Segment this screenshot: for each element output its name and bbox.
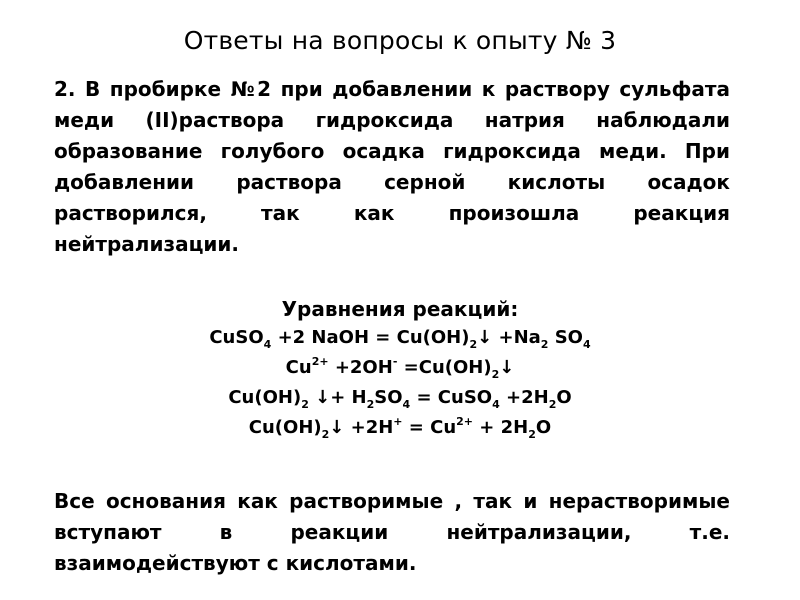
equation-3: $Cu(OH)_2$ ↓+ $H_2SO_4$ = CuSO$_4$ $+2H_2O$	[228, 387, 572, 411]
equation-1: CuSO$_4$ +2 NaOH = $Cu(OH)_2↓ +Na_2$ $SO_4$	[209, 327, 591, 351]
equation-2: $Cu^{2+} +2OH^-$ $=Cu(OH)_2↓$	[285, 355, 515, 381]
equations-block	[0, 295, 800, 443]
answer-paragraph: 2. В пробирке №2 при добавлении к раствору сульфата меди (II)раствора гидроксида натрия наблюдали образование голубого осадка гидроксида меди. При добавлении раствора серной кислоты осадок растворился, так как произошла реакция нейтрализации.	[54, 77, 730, 256]
equation-4: $Cu(OH)_2↓ +2H^+ = Cu^{2+} + 2H_2O$	[248, 415, 552, 441]
slide-title: Ответы на вопросы к опыту № 3	[183, 26, 617, 55]
conclusion-paragraph: Все основания как растворимые , так и нерастворимые вступают в реакции нейтрализации, т.е. взаимодействуют с кислотами.	[54, 489, 730, 575]
equations-heading: Уравнения реакций:	[281, 297, 519, 321]
